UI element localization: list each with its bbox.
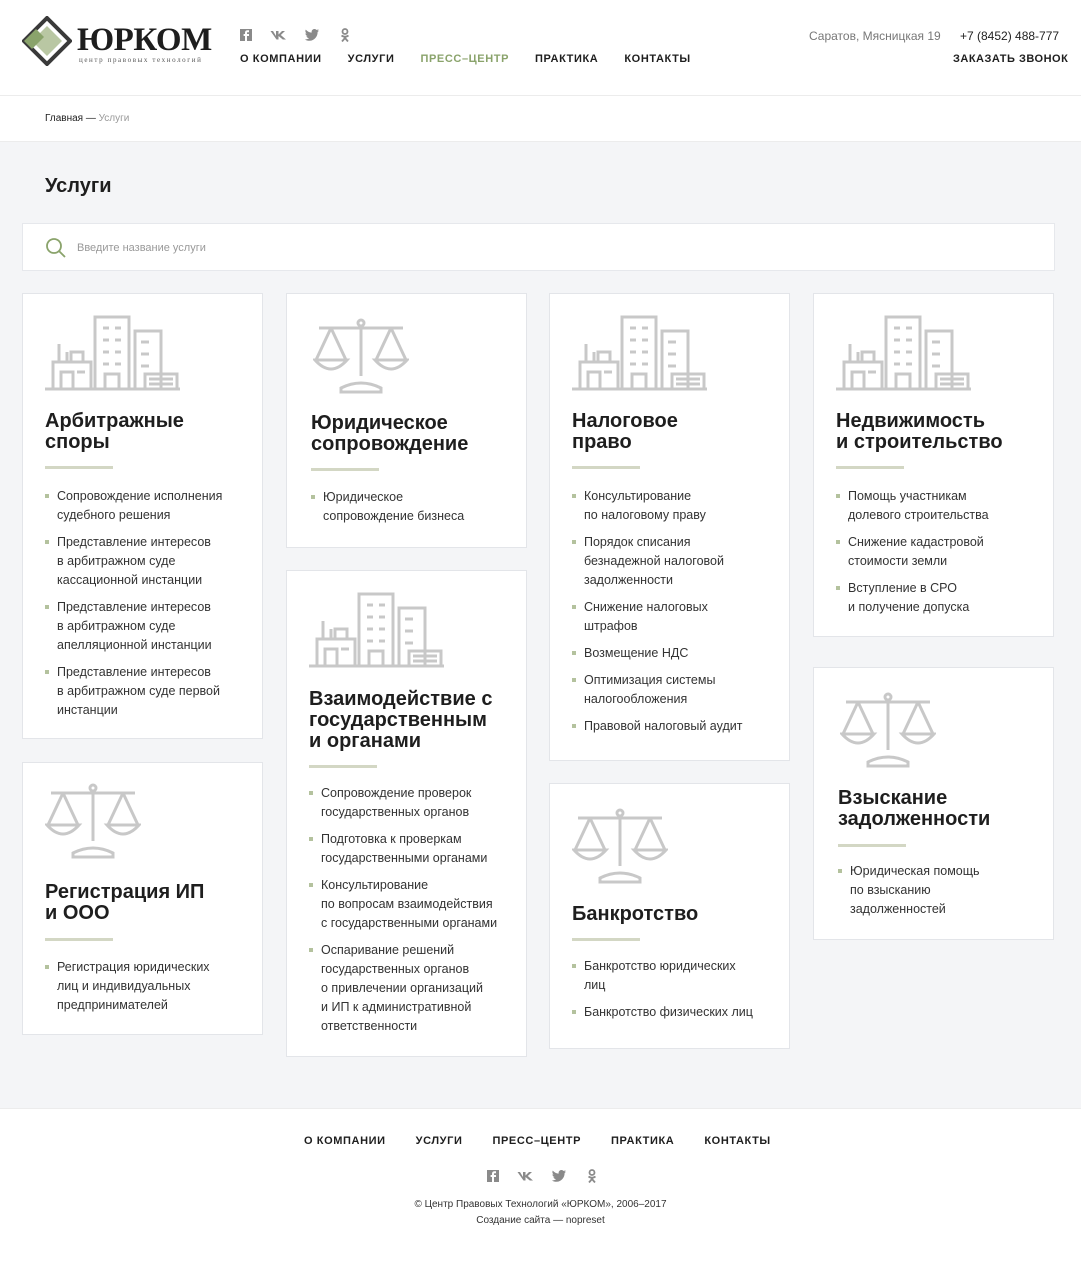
card-items: [45, 487, 248, 728]
vk-icon[interactable]: [270, 28, 287, 42]
callback-button[interactable]: ЗАКАЗАТЬ ЗВОНОК: [953, 53, 1069, 65]
site-footer: [0, 1108, 1081, 1264]
list-item[interactable]: Представление интересов в арбитражном суде апелляционной инстанции: [45, 598, 248, 655]
footer-nav-services[interactable]: УСЛУГИ: [415, 1135, 463, 1147]
odnoklassniki-icon[interactable]: [583, 1169, 600, 1183]
logo-name: ЮРКОМ: [77, 22, 212, 58]
scales-icon: [572, 808, 668, 884]
list-item[interactable]: Банкротство юридических лиц: [572, 957, 775, 995]
title-underline: [309, 765, 377, 768]
nav-press-center[interactable]: ПРЕСС–ЦЕНТР: [420, 53, 510, 65]
list-item[interactable]: Подготовка к проверкам государственными органами: [309, 830, 512, 868]
address: Саратов, Мясницкая 19: [809, 29, 941, 43]
footer-nav-press-center[interactable]: ПРЕСС–ЦЕНТР: [492, 1135, 582, 1147]
service-card-bankruptcy[interactable]: [549, 783, 790, 1049]
page-title: Услуги: [45, 175, 112, 197]
card-items: [45, 958, 248, 1023]
footer-social-links: [484, 1169, 600, 1183]
twitter-icon[interactable]: [303, 28, 320, 42]
card-title[interactable]: Регистрация ИП и ООО: [45, 881, 205, 924]
list-item[interactable]: Представление интересов в арбитражном суде первой инстанции: [45, 663, 248, 720]
vk-icon[interactable]: [517, 1169, 534, 1183]
scales-icon: [840, 692, 936, 768]
nav-services[interactable]: УСЛУГИ: [347, 53, 395, 65]
title-underline: [311, 468, 379, 471]
list-item[interactable]: Помощь участникам долевого строительства: [836, 487, 1039, 525]
search-input[interactable]: [77, 238, 977, 258]
odnoklassniki-icon[interactable]: [336, 28, 353, 42]
logo-mark-icon: [22, 16, 72, 66]
list-item[interactable]: Консультирование по налоговому праву: [572, 487, 775, 525]
title-underline: [572, 466, 640, 469]
card-items: [572, 957, 775, 1030]
card-title[interactable]: Взаимодействие с государственным и органами: [309, 688, 493, 752]
footer-nav-practice[interactable]: ПРАКТИКА: [611, 1135, 675, 1147]
breadcrumb-separator: —: [83, 113, 99, 124]
buildings-icon: [309, 591, 445, 669]
card-items: [836, 487, 1039, 625]
card-title[interactable]: Взыскание задолженности: [838, 787, 991, 830]
breadcrumb-bar: [0, 96, 1081, 142]
scales-icon: [45, 783, 141, 859]
made-by-link[interactable]: Создание сайта — nopreset: [476, 1215, 605, 1226]
card-title[interactable]: Арбитражные споры: [45, 410, 184, 453]
facebook-icon[interactable]: [484, 1169, 501, 1183]
service-card-legal-support[interactable]: [286, 293, 527, 548]
footer-nav-contacts[interactable]: КОНТАКТЫ: [704, 1135, 771, 1147]
nav-about[interactable]: О КОМПАНИИ: [240, 53, 322, 65]
buildings-icon: [45, 314, 181, 392]
list-item[interactable]: Представление интересов в арбитражном суде кассационной инстанции: [45, 533, 248, 590]
service-search: [22, 223, 1055, 271]
service-card-real-estate[interactable]: [813, 293, 1054, 637]
main-nav: [240, 53, 691, 65]
service-card-arbitration[interactable]: [22, 293, 263, 739]
list-item[interactable]: Порядок списания безнадежной налоговой задолженности: [572, 533, 775, 590]
card-title[interactable]: Налоговое право: [572, 410, 678, 453]
service-card-registration[interactable]: [22, 762, 263, 1035]
twitter-icon[interactable]: [550, 1169, 567, 1183]
service-card-tax-law[interactable]: [549, 293, 790, 761]
phone-link[interactable]: +7 (8452) 488-777: [960, 29, 1060, 43]
list-item[interactable]: Банкротство физических лиц: [572, 1003, 775, 1022]
title-underline: [45, 466, 113, 469]
card-items: [572, 487, 775, 744]
title-underline: [838, 844, 906, 847]
service-card-debt-collection[interactable]: [813, 667, 1054, 940]
title-underline: [836, 466, 904, 469]
breadcrumb: [45, 113, 129, 124]
main-content: [0, 142, 1081, 1108]
list-item[interactable]: Сопровождение проверок государственных органов: [309, 784, 512, 822]
copyright: © Центр Правовых Технологий «ЮРКОМ», 2006–2017: [414, 1199, 667, 1210]
title-underline: [45, 938, 113, 941]
header-social-links: [237, 28, 353, 42]
footer-nav: [304, 1135, 771, 1147]
logo-subtitle: центр правовых технологий: [79, 56, 203, 64]
list-item[interactable]: Оспаривание решений государственных органов о привлечении организаций и ИП к административной ответственности: [309, 941, 512, 1036]
list-item[interactable]: Сопровождение исполнения судебного решения: [45, 487, 248, 525]
title-underline: [572, 938, 640, 941]
facebook-icon[interactable]: [237, 28, 254, 42]
buildings-icon: [572, 314, 708, 392]
list-item[interactable]: Снижение кадастровой стоимости земли: [836, 533, 1039, 571]
card-items: [311, 488, 512, 534]
card-items: [838, 862, 1039, 927]
list-item[interactable]: Юридическая помощь по взысканию задолженностей: [838, 862, 1039, 919]
service-card-government[interactable]: [286, 570, 527, 1057]
search-icon: [45, 237, 67, 259]
site-header: [0, 0, 1081, 96]
list-item[interactable]: Правовой налоговый аудит: [572, 717, 775, 736]
footer-nav-about[interactable]: О КОМПАНИИ: [304, 1135, 386, 1147]
card-title[interactable]: Банкротство: [572, 903, 699, 925]
list-item[interactable]: Вступление в СРО и получение допуска: [836, 579, 1039, 617]
list-item[interactable]: Юридическое сопровождение бизнеса: [311, 488, 512, 526]
list-item[interactable]: Снижение налоговых штрафов: [572, 598, 775, 636]
card-title[interactable]: Недвижимость и строительство: [836, 410, 1003, 453]
card-items: [309, 784, 512, 1044]
list-item[interactable]: Регистрация юридических лиц и индивидуальных предпринимателей: [45, 958, 248, 1015]
breadcrumb-home[interactable]: Главная: [45, 113, 84, 124]
card-title[interactable]: Юридическое сопровождение: [311, 412, 469, 455]
logo[interactable]: [22, 16, 214, 66]
list-item[interactable]: Возмещение НДС: [572, 644, 775, 663]
breadcrumb-current: Услуги: [98, 113, 130, 124]
list-item[interactable]: Консультирование по вопросам взаимодействия с государственными органами: [309, 876, 512, 933]
list-item[interactable]: Оптимизация системы налогообложения: [572, 671, 775, 709]
scales-icon: [313, 318, 409, 394]
nav-practice[interactable]: ПРАКТИКА: [535, 53, 599, 65]
nav-contacts[interactable]: КОНТАКТЫ: [624, 53, 691, 65]
buildings-icon: [836, 314, 972, 392]
